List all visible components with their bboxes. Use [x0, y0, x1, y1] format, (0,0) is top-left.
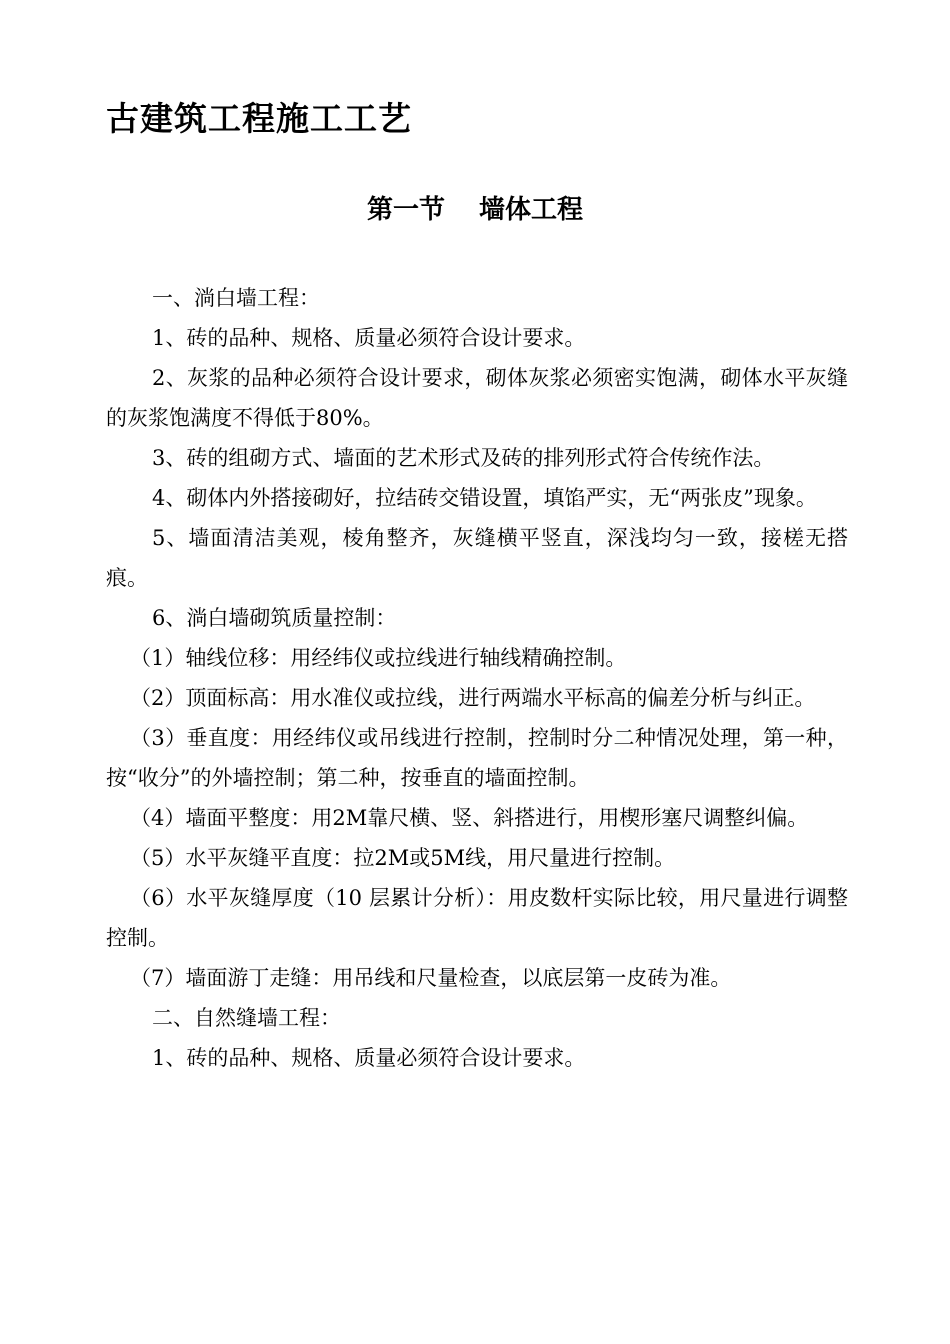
section-name: 墙体工程 [479, 195, 584, 225]
document-title: 古建筑工程施工工艺 [106, 99, 412, 138]
section-heading [0, 190, 950, 230]
list-item-paragraph: （6）水平灰缝厚度（10 层累计分析）：用皮数杆实际比较，用尺量进行调整控制。 [106, 886, 848, 950]
body-paragraph: 1、砖的品种、规格、质量必须符合设计要求。 [152, 1046, 586, 1070]
body-paragraph: 3、砖的组砌方式、墙面的艺术形式及砖的排列形式符合传统作法。 [152, 446, 775, 470]
list-item-paragraph: （3）垂直度：用经纬仪或吊线进行控制，控制时分二种情况处理，第一种，按“收分”的外墙控制；第二种，按垂直的墙面控制。 [106, 726, 848, 790]
list-item-paragraph: （4）墙面平整度：用2M靠尺横、竖、斜搭进行，用楔形塞尺调整纠偏。 [130, 806, 809, 830]
list-item-paragraph: （2）顶面标高：用水准仪或拉线，进行两端水平标高的偏差分析与纠正。 [130, 686, 816, 710]
document-body [106, 278, 848, 1078]
list-item-paragraph: （7）墙面游丁走缝：用吊线和尺量检查，以底层第一皮砖为准。 [130, 966, 732, 990]
section-number: 第一节 [366, 195, 445, 225]
list-item-paragraph: （5）水平灰缝平直度：拉2M或5M线，用尺量进行控制。 [130, 846, 676, 870]
body-paragraph: 1、砖的品种、规格、质量必须符合设计要求。 [152, 326, 586, 350]
body-paragraph: 2、灰浆的品种必须符合设计要求，砌体灰浆必须密实饱满，砌体水平灰缝的灰浆饱满度不得低于80%。 [106, 366, 848, 430]
heading-paragraph: 二、自然缝墙工程： [152, 1006, 341, 1030]
body-paragraph: 6、淌白墙砌筑质量控制： [152, 606, 397, 630]
list-item-paragraph: （1）轴线位移：用经纬仪或拉线进行轴线精确控制。 [130, 646, 627, 670]
body-paragraph: 5、墙面清洁美观，棱角整齐，灰缝横平竖直，深浅均匀一致，接槎无搭痕。 [106, 526, 848, 590]
body-paragraph: 4、砌体内外搭接砌好，拉结砖交错设置，填馅严实，无“两张皮”现象。 [152, 486, 817, 510]
heading-paragraph: 一、淌白墙工程： [152, 286, 320, 310]
